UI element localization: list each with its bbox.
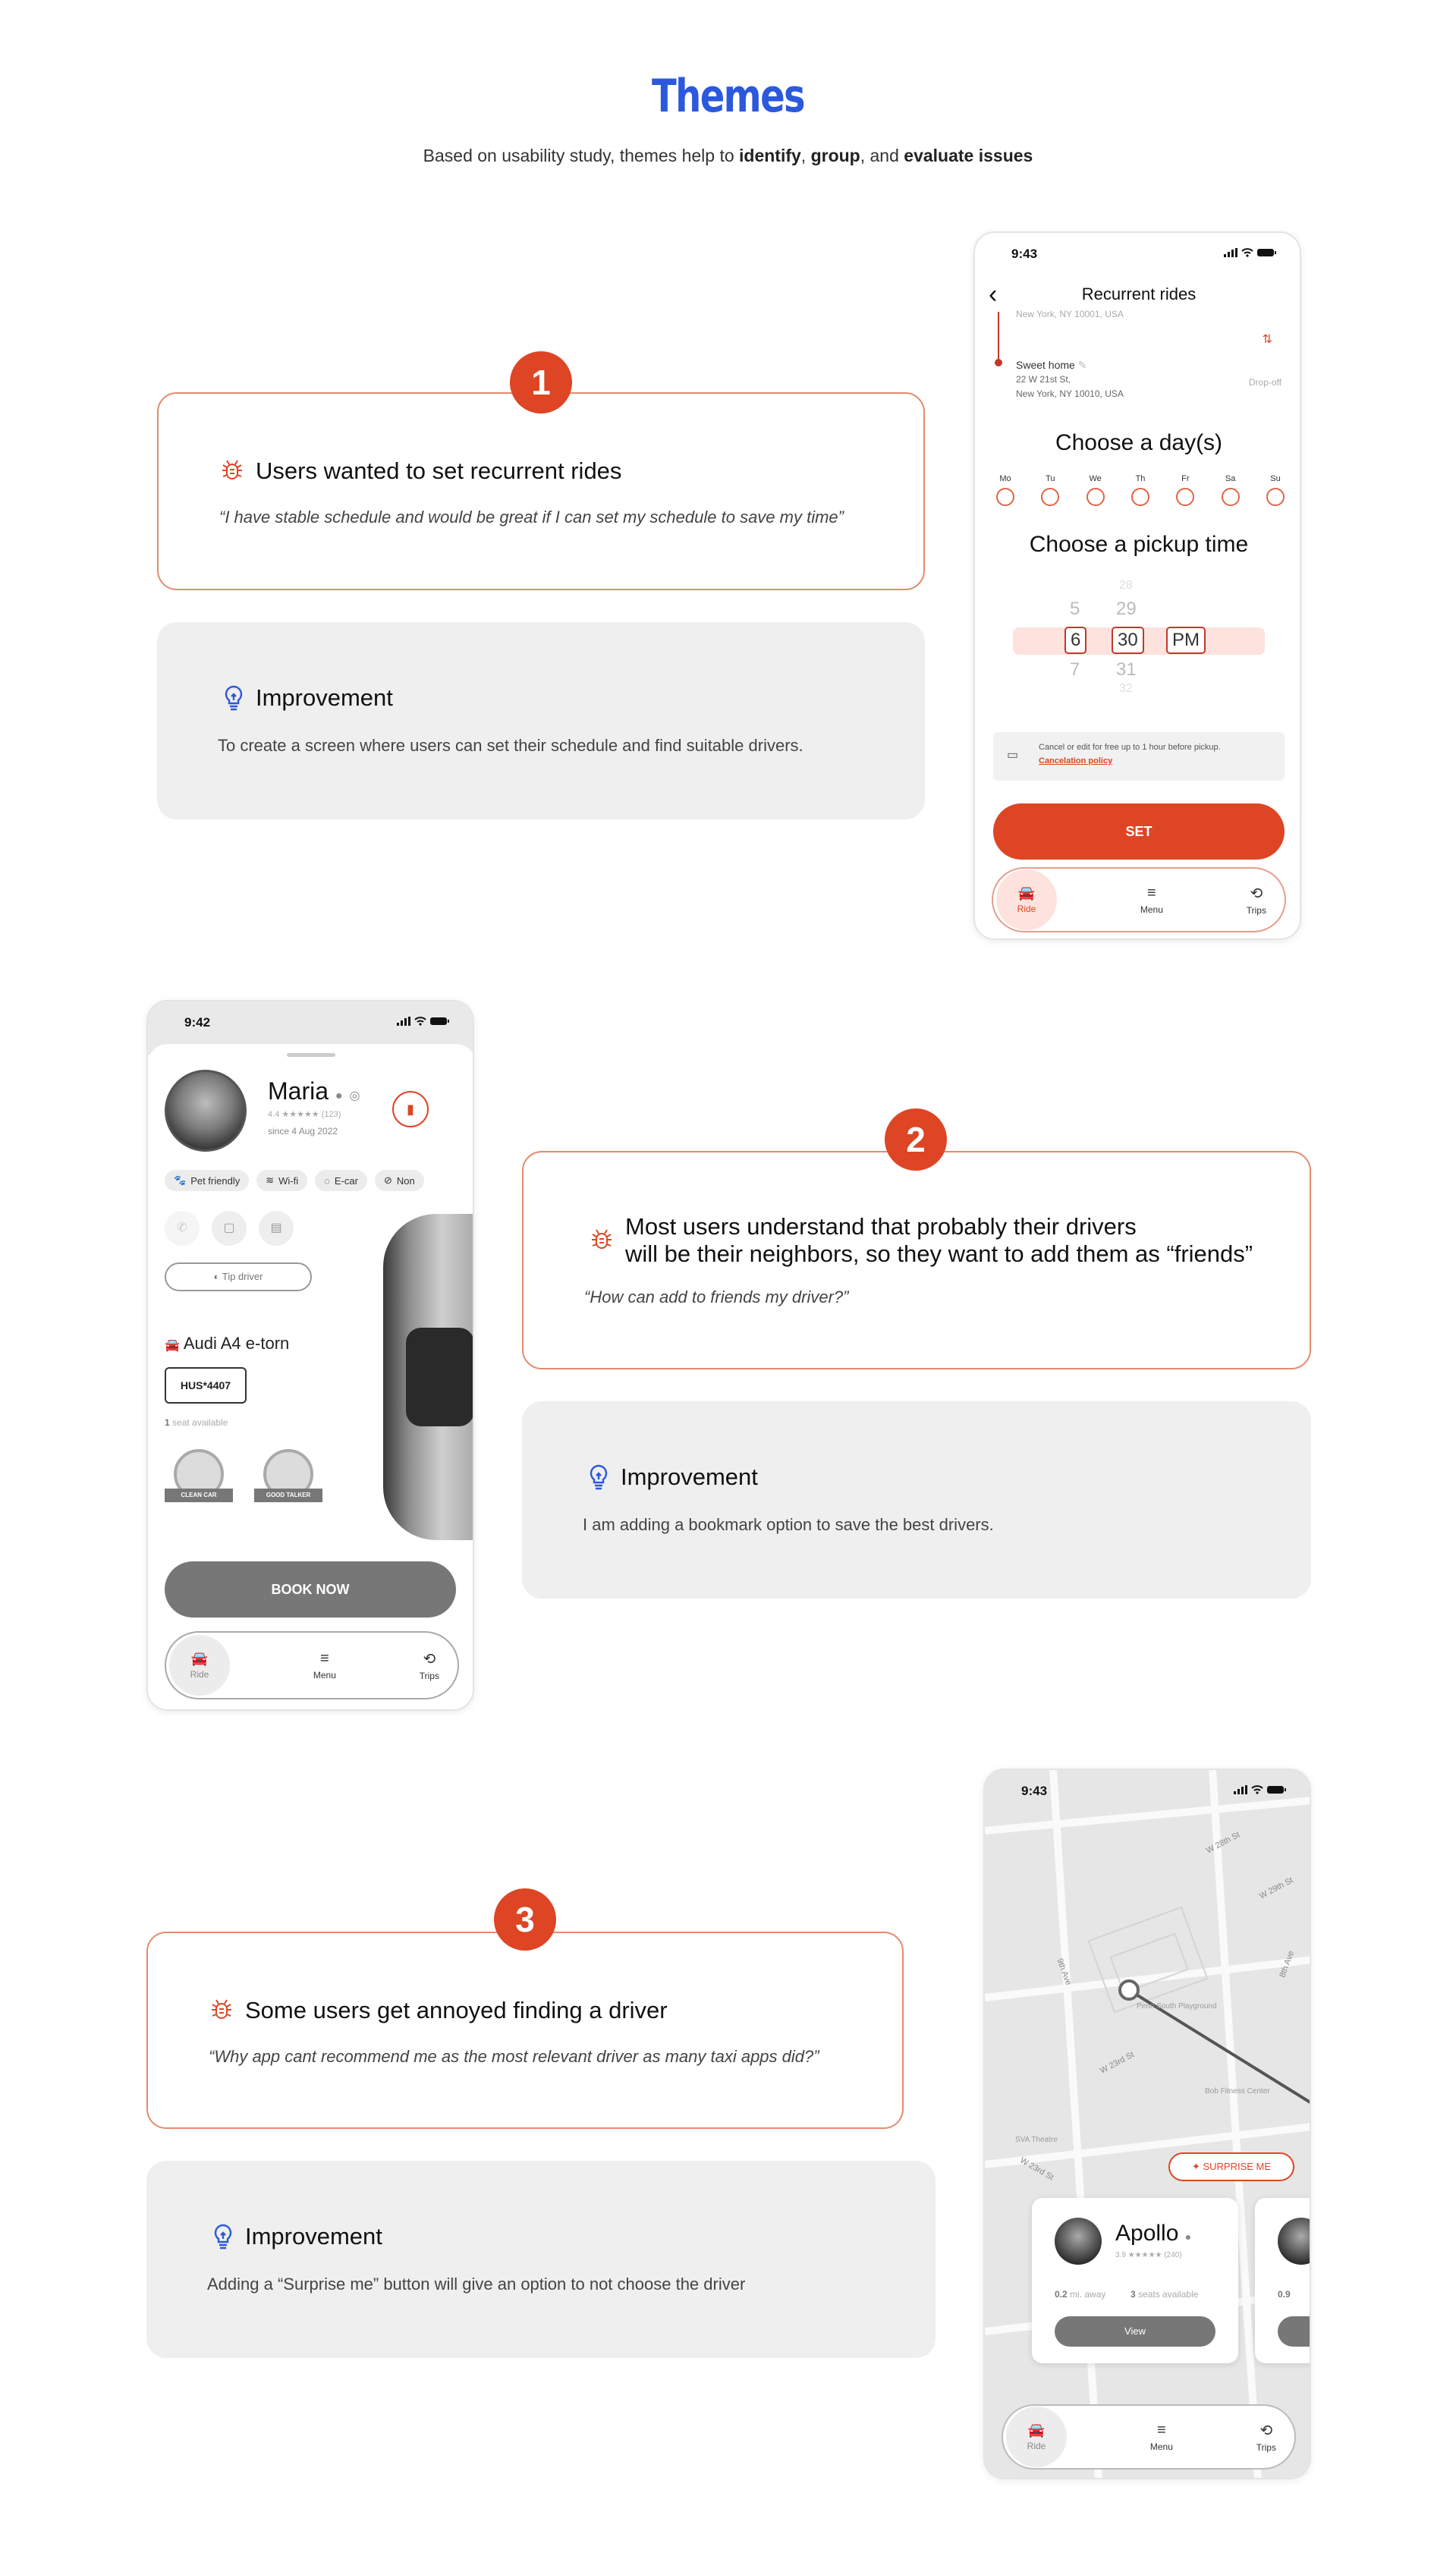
subtitle-text: Based on usability study, themes help to	[423, 146, 740, 165]
tip-driver-button[interactable]	[165, 1262, 312, 1291]
swap-icon[interactable]: ⇅	[1262, 333, 1272, 346]
back-button[interactable]: ‹	[989, 280, 998, 309]
map-street	[985, 1800, 1311, 1831]
theme1-issue-card	[157, 392, 925, 590]
day-radio[interactable]	[996, 488, 1014, 506]
phone-icon: ✆	[177, 1221, 187, 1234]
map-street	[1053, 1770, 1099, 2479]
no-smoking-icon: ⊘	[383, 1174, 392, 1186]
phone-driver-profile	[146, 1000, 474, 1711]
poi-label: SVA Theatre	[1015, 2136, 1058, 2144]
seats-text: seats available	[1138, 2289, 1199, 2300]
signal-icon	[397, 1017, 410, 1026]
nav-trips[interactable]	[1247, 884, 1266, 916]
dropoff-label: Drop-off	[1248, 377, 1281, 388]
theme2-improvement-title: Improvement	[621, 1464, 758, 1490]
paw-icon: 🐾	[174, 1174, 187, 1186]
theme1-issue-heading	[219, 457, 621, 485]
day-option[interactable]	[996, 474, 1014, 506]
ampm-picker[interactable]: PM	[1166, 627, 1206, 654]
map-button[interactable]	[259, 1211, 294, 1246]
from-address: New York, NY 10001, USA	[1016, 309, 1124, 319]
driver-since: since 4 Aug 2022	[268, 1126, 338, 1137]
theme2-improvement-text: I am adding a bookmark option to save the best drivers.	[583, 1515, 994, 1534]
chip-label: Wi-fi	[278, 1174, 299, 1187]
tip-label: Tip driver	[222, 1271, 263, 1282]
theme3-issue-title: Some users get annoyed finding a driver	[245, 1997, 668, 2023]
signal-icon	[1234, 1785, 1247, 1794]
day-option[interactable]	[1222, 474, 1240, 506]
theme3-number-badge: 3	[494, 1888, 556, 1951]
seats-text: seat available	[172, 1417, 228, 1428]
map-building	[1089, 1907, 1207, 2012]
menu-icon: ≡	[1147, 885, 1156, 901]
menu-icon: ≡	[1157, 2422, 1166, 2438]
nav-menu[interactable]	[1150, 2422, 1173, 2452]
phone-surprise-me	[983, 1769, 1311, 2479]
hour-prev: 5	[1070, 599, 1080, 619]
theme2-issue-title	[625, 1213, 1253, 1268]
day-radio[interactable]	[1086, 488, 1105, 506]
day-radio[interactable]	[1266, 488, 1285, 506]
battery-icon	[430, 1017, 450, 1026]
policy-text: Cancel or edit for free up to 1 hour before pickup.	[1039, 743, 1221, 752]
rating-value: 3.9	[1115, 2251, 1126, 2259]
book-now-button[interactable]: BOOK NOW	[165, 1561, 456, 1618]
chat-icon: ▢	[223, 1221, 235, 1234]
minute-prev2: 28	[1119, 579, 1133, 592]
signal-icon	[1224, 248, 1237, 257]
nav-menu-label: Menu	[313, 1670, 336, 1681]
minute-prev: 29	[1116, 599, 1137, 619]
day-label: Th	[1135, 474, 1146, 483]
route-line	[998, 312, 999, 359]
surprise-me-button[interactable]	[1168, 2152, 1294, 2181]
surprise-label: SURPRISE ME	[1203, 2161, 1272, 2172]
minute-next2: 32	[1119, 682, 1133, 695]
avatar	[165, 1070, 247, 1152]
poi-label: Bob Fitness Center	[1205, 2087, 1270, 2096]
verified-icon: ●	[335, 1089, 343, 1102]
avatar	[1055, 2218, 1102, 2265]
nav-menu[interactable]	[1140, 885, 1163, 915]
theme1-improvement-text: To create a screen where users can set their schedule and find suitable drivers.	[218, 736, 803, 755]
phone-recurrent-rides	[973, 231, 1301, 940]
driver-name	[268, 1077, 360, 1105]
contact-actions	[165, 1211, 294, 1246]
theme3-issue-quote: “Why app cant recommend me as the most relevant driver as many taxi apps did?”	[209, 2047, 819, 2066]
distance-text: mi. away	[1070, 2289, 1106, 2300]
chip-pet-friendly	[165, 1170, 249, 1191]
theme2-issue-title-line2: will be their neighbors, so they want to add them as “friends”	[625, 1240, 1253, 1267]
message-button[interactable]	[212, 1211, 247, 1246]
theme1-number-badge: 1	[510, 351, 572, 413]
lightbulb-icon	[212, 2223, 234, 2250]
status-time: 9:43	[1011, 247, 1038, 261]
street-label: W 23rd St	[1018, 2155, 1055, 2183]
bookmark-icon: ▮	[407, 1102, 414, 1117]
car-icon: 🚘	[190, 1651, 209, 1666]
to-address-line2: New York, NY 10010, USA	[1016, 388, 1124, 399]
hour-picker[interactable]: 6	[1064, 627, 1086, 654]
wifi-icon: ≋	[266, 1174, 275, 1186]
nav-trips-label: Trips	[1246, 905, 1266, 916]
chip-e-car	[315, 1170, 367, 1191]
bookmark-button[interactable]	[392, 1091, 429, 1127]
day-label: Su	[1270, 474, 1281, 483]
view-button[interactable]: View	[1055, 2316, 1215, 2347]
bottom-nav	[992, 867, 1286, 932]
day-radio[interactable]	[1176, 488, 1194, 506]
day-option[interactable]	[1086, 474, 1105, 506]
page-title: Themes	[651, 70, 804, 123]
day-radio[interactable]	[1041, 488, 1059, 506]
status-icons	[1224, 248, 1277, 257]
theme2-number-badge: 2	[885, 1108, 947, 1171]
history-icon: ⟲	[1259, 2423, 1273, 2439]
driver-seats	[1131, 2289, 1198, 2300]
car-icon: 🚘	[1027, 2423, 1046, 2438]
verified-icon: ●	[1184, 2231, 1192, 2243]
coin-icon: ◐	[213, 1271, 220, 1282]
driver-name-text: Maria	[268, 1077, 329, 1105]
award-icon: ◎	[349, 1089, 360, 1102]
star-rating-icon: ★★★★★	[281, 1110, 319, 1119]
driver-rating	[1115, 2251, 1182, 2259]
avatar	[1278, 2218, 1311, 2265]
nav-ride[interactable]	[1006, 2407, 1067, 2467]
day-option[interactable]	[1266, 474, 1285, 506]
car-icon: 🚘	[1017, 885, 1036, 901]
rating-count: (240)	[1164, 2251, 1182, 2259]
day-label: Fr	[1181, 474, 1190, 483]
battery-icon	[1267, 1785, 1287, 1794]
seats-count: 1	[165, 1417, 170, 1428]
map-streets	[985, 1770, 1311, 2479]
day-picker	[996, 474, 1285, 506]
license-plate: HUS*4407	[165, 1367, 247, 1404]
seats-available	[165, 1417, 228, 1428]
theme3-improvement-text: Adding a “Surprise me” button will give an option to not choose the driver	[207, 2275, 746, 2294]
theme2-improvement-heading	[587, 1464, 758, 1491]
nav-ride[interactable]	[169, 1635, 230, 1696]
street-label: W 28th St	[1205, 1830, 1242, 1856]
subtitle-sep: , and	[860, 146, 904, 165]
policy-box	[993, 732, 1285, 781]
lightbulb-icon	[222, 684, 245, 712]
distance-value: 0.2	[1055, 2289, 1068, 2300]
lightbulb-icon	[587, 1464, 610, 1491]
car-roof	[406, 1328, 474, 1426]
day-option[interactable]	[1041, 474, 1059, 506]
theme3-issue-heading	[209, 1997, 668, 2024]
day-radio[interactable]	[1222, 488, 1240, 506]
theme2-issue-quote: “How can add to friends my driver?”	[584, 1288, 849, 1306]
theme2-improvement-card	[522, 1401, 1311, 1599]
minute-picker[interactable]: 30	[1112, 627, 1144, 654]
day-label: Mo	[999, 474, 1011, 483]
rating-count: (123)	[321, 1110, 341, 1119]
driver-name	[1115, 2221, 1191, 2246]
badge-label: CLEAN CAR	[165, 1489, 233, 1502]
day-option[interactable]	[1176, 474, 1194, 506]
map-street	[1212, 1770, 1258, 2479]
bottom-nav	[1002, 2404, 1296, 2470]
driver-card[interactable]	[1032, 2198, 1238, 2363]
choose-time-heading: Choose a pickup time	[1029, 532, 1249, 557]
subtitle-sep: ,	[800, 146, 811, 165]
subtitle-bold-identify: identify	[739, 146, 801, 165]
choose-day-heading: Choose a day(s)	[1055, 430, 1223, 455]
map-street	[985, 1960, 1311, 1998]
bug-icon	[219, 457, 245, 483]
bottom-nav	[165, 1631, 459, 1699]
history-icon: ⟲	[423, 1651, 436, 1668]
nav-trips[interactable]	[420, 1649, 439, 1681]
to-name-text: Sweet home	[1016, 359, 1075, 371]
badge-good-talker	[254, 1449, 322, 1510]
sheet-handle[interactable]	[287, 1053, 335, 1057]
nav-ride-label: Ride	[1017, 904, 1036, 914]
nav-trips-label: Trips	[1256, 2442, 1276, 2453]
driver-card-peek[interactable]	[1255, 2198, 1311, 2363]
policy-link[interactable]: Cancelation policy	[1039, 756, 1113, 766]
theme1-improvement-heading	[222, 684, 393, 712]
driver-badges	[165, 1449, 322, 1510]
leaf-icon: ◌	[324, 1174, 330, 1187]
wifi-icon	[1251, 1785, 1263, 1794]
status-icons	[1234, 1785, 1287, 1794]
nav-menu-label: Menu	[1149, 2441, 1173, 2452]
nav-ride-label: Ride	[1027, 2441, 1046, 2451]
nav-trips-label: Trips	[419, 1671, 439, 1681]
pencil-icon[interactable]: ✎	[1077, 359, 1087, 371]
poi-label: Penn South Playground	[1137, 2002, 1217, 2011]
day-radio[interactable]	[1131, 488, 1149, 506]
theme1-improvement-title: Improvement	[256, 684, 393, 711]
car-image	[383, 1214, 474, 1540]
driver-rating	[268, 1109, 341, 1119]
phone-call-button[interactable]	[165, 1211, 200, 1246]
minute-next: 31	[1116, 659, 1137, 680]
theme3-improvement-card	[146, 2161, 936, 2358]
street-label: 8th Ave	[1278, 1949, 1297, 1979]
street-label: 9th Ave	[1055, 1957, 1074, 1987]
chip-label: Pet friendly	[190, 1174, 241, 1187]
nav-ride[interactable]	[996, 869, 1057, 930]
card-icon: ▭	[1007, 749, 1019, 762]
history-icon: ⟲	[1250, 885, 1263, 902]
subtitle-bold-group: group	[810, 146, 860, 165]
car-icon: 🚘	[165, 1339, 180, 1352]
street-label: W 23rd St	[1099, 2050, 1136, 2076]
hour-next: 7	[1070, 659, 1080, 680]
theme1-issue-title: Users wanted to set recurrent rides	[256, 457, 622, 484]
seats-count: 3	[1131, 2289, 1136, 2300]
chip-label: Non	[396, 1174, 415, 1187]
badge-label: GOOD TALKER	[254, 1489, 322, 1502]
wifi-icon	[414, 1017, 426, 1026]
bug-icon	[589, 1227, 615, 1253]
route-dot	[995, 359, 1002, 366]
theme2-issue-card	[522, 1151, 1311, 1369]
feature-chips	[165, 1170, 424, 1191]
car-model-text: Audi A4 e-torn	[183, 1334, 290, 1353]
wifi-icon	[1241, 248, 1253, 257]
day-label: We	[1089, 474, 1102, 483]
badge-clean-car	[165, 1449, 233, 1510]
bug-icon	[209, 1997, 234, 2023]
status-time: 9:43	[1021, 1784, 1048, 1798]
nav-ride-label: Ride	[190, 1669, 209, 1680]
day-label: Tu	[1046, 474, 1055, 483]
chip-label: E-car	[334, 1174, 358, 1187]
page-subtitle	[0, 146, 1456, 166]
car-model	[165, 1334, 289, 1354]
sparkle-icon: ✦	[1191, 2161, 1200, 2172]
menu-icon: ≡	[320, 1650, 329, 1667]
star-rating-icon: ★★★★★	[1127, 2251, 1162, 2259]
to-name	[1016, 359, 1086, 372]
set-button[interactable]: SET	[993, 803, 1285, 860]
screen-title: Recurrent rides	[1081, 285, 1197, 303]
nav-menu[interactable]	[313, 1650, 336, 1681]
status-time: 9:42	[184, 1015, 211, 1030]
battery-icon	[1257, 248, 1277, 257]
status-icons	[397, 1017, 450, 1026]
theme2-issue-heading	[589, 1213, 1253, 1268]
day-label: Sa	[1225, 474, 1236, 483]
view-button[interactable]	[1278, 2316, 1311, 2347]
driver-distance: 0.9	[1278, 2289, 1291, 2300]
theme1-improvement-card	[157, 622, 925, 819]
theme3-improvement-title: Improvement	[245, 2223, 382, 2250]
chip-non-smoking	[375, 1170, 424, 1191]
theme3-issue-card	[146, 1932, 904, 2129]
rating-value: 4.4	[268, 1110, 280, 1119]
nav-menu-label: Menu	[1140, 904, 1163, 915]
subtitle-bold-evaluate: evaluate issues	[904, 146, 1033, 165]
pickup-marker	[1120, 1981, 1138, 1999]
map-icon: ▤	[270, 1221, 282, 1234]
nav-trips[interactable]	[1256, 2421, 1276, 2453]
driver-distance	[1055, 2289, 1105, 2300]
chip-wifi	[256, 1170, 307, 1191]
to-address-line1: 22 W 21st St,	[1016, 374, 1071, 385]
street-label: W 29th St	[1258, 1875, 1295, 1901]
driver-name-text: Apollo	[1115, 2221, 1179, 2246]
day-option[interactable]	[1131, 474, 1149, 506]
theme2-issue-title-line1: Most users understand that probably their drivers	[625, 1213, 1137, 1240]
theme1-issue-quote: “I have stable schedule and would be great if I can set my schedule to save my time”	[219, 508, 844, 527]
theme3-improvement-heading	[212, 2223, 382, 2250]
